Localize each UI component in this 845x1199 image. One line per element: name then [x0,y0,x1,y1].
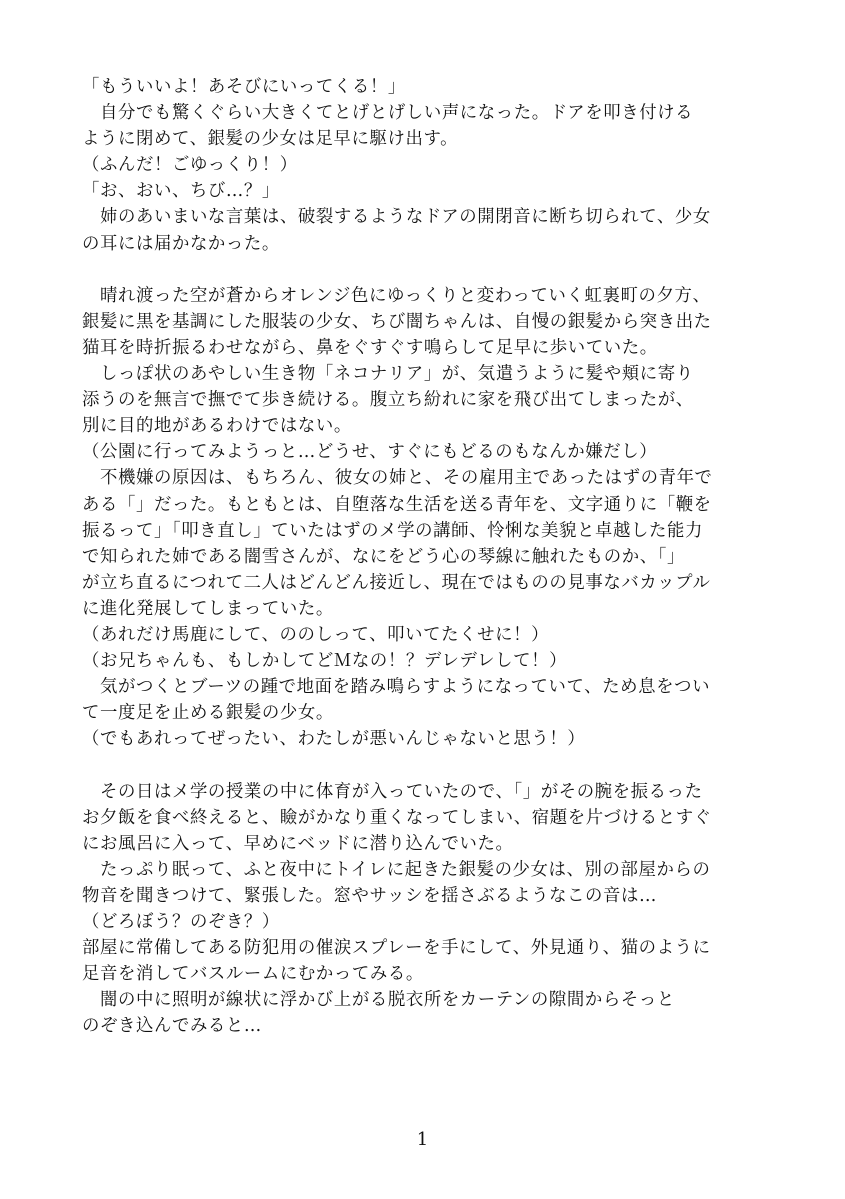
text-line: 晴れ渡った空が蒼からオレンジ色にゆっくりと変わっていく虹裏町の夕方、 [82,285,711,306]
text-line: ある「」だった。もともとは、自堕落な生活を送る青年を、文字通りに「鞭を [82,494,712,515]
text-line: 振るって」「叩き直し」ていたはずのメ学の講師、怜悧な美貌と卓越した能力 [82,520,703,541]
text-line: 姉のあいまいな言葉は、破裂するようなドアの開閉音に断ち切られて、少女 [82,207,711,228]
text-line: （でもあれってぜったい、わたしが悪いんじゃないと思う！） [82,729,586,750]
text-line: （あれだけ馬鹿にして、ののしって、叩いてたくせに！） [82,624,550,645]
text-line: のぞき込んでみると… [82,1016,262,1037]
text-line: お夕飯を食べ終えると、瞼がかなり重くなってしまい、宿題を片づけるとすぐ [82,807,712,828]
text-line: （公園に行ってみようっと…どうせ、すぐにもどるのもなんか嫌だし） [82,442,658,463]
blank-line [82,752,782,778]
text-line: 足音を消してバスルームにむかってみる。 [82,964,424,985]
text-line: 自分でも驚くぐらい大きくてとげとげしい声になった。ドアを叩き付ける [82,103,694,124]
text-line: に進化発展してしまっていた。 [82,598,334,619]
text-line: （ふんだ！ごゆっくり！） [82,155,298,176]
text-line: （どろぼう？のぞき？） [82,912,280,932]
text-line: 不機嫌の原因は、もちろん、彼女の姉と、その雇用主であったはずの青年で [82,468,713,489]
page-number: 1 [416,1129,429,1150]
text-line: ように閉めて、銀髪の少女は足早に駆け出す。 [82,129,459,150]
text-line: たっぷり眠って、ふと夜中にトイレに起きた銀髪の少女は、別の部屋からの [82,859,711,880]
text-line: 闇の中に照明が線状に浮かび上がる脱衣所をカーテンの隙間からそっと [82,990,675,1011]
text-line: て一度足を止める銀髪の少女。 [82,703,334,724]
blank-line [82,257,782,283]
text-line: にお風呂に入って、早めにベッドに潜り込んでいた。 [82,833,514,854]
text-line: 添うのを無言で撫でて歩き続ける。腹立ち紛れに家を飛び出てしまったが、 [82,390,694,411]
text-line: 気がつくとブーツの踵で地面を踏み鳴らすようになっていて、ため息をつい [82,677,711,698]
text-line: その日はメ学の授業の中に体育が入っていたので、「」がその腕を振るった [82,781,703,802]
text-line: （お兄ちゃんも、もしかしてどＭなの！？デレデレして！） [82,651,568,672]
text-line: 別に目的地があるわけではない。 [82,416,352,437]
text-line: しっぽ状のあやしい生き物「ネコナリア」が、気遣うように髪や頬に寄り [82,364,694,385]
text-line: 「もういいよ！あそびにいってくる！」 [82,77,406,97]
text-line: 「お、おい、ちび…？」 [82,181,280,202]
text-line: 物音を聞きつけて、緊張した。窓やサッシを揺さぶるようなこの音は… [82,885,658,906]
body-text [82,74,782,1039]
text-line: の耳には届かなかった。 [82,233,280,254]
text-line: 猫耳を時折振るわせながら、鼻をぐすぐす鳴らして足早に歩いていた。 [82,337,658,358]
text-line: が立ち直るにつれて二人はどんどん接近し、現在ではものの見事なバカップル [82,572,711,593]
text-line: 部屋に常備してある防犯用の催涙スプレーを手にして、外見通り、猫のように [82,938,711,959]
text-line: 銀髪に黒を基調にした服装の少女、ちび闇ちゃんは、自慢の銀髪から突き出た [82,311,712,332]
text-line: で知られた姉である闇雪さんが、なにをどう心の琴線に触れたものか、「」 [82,546,685,567]
